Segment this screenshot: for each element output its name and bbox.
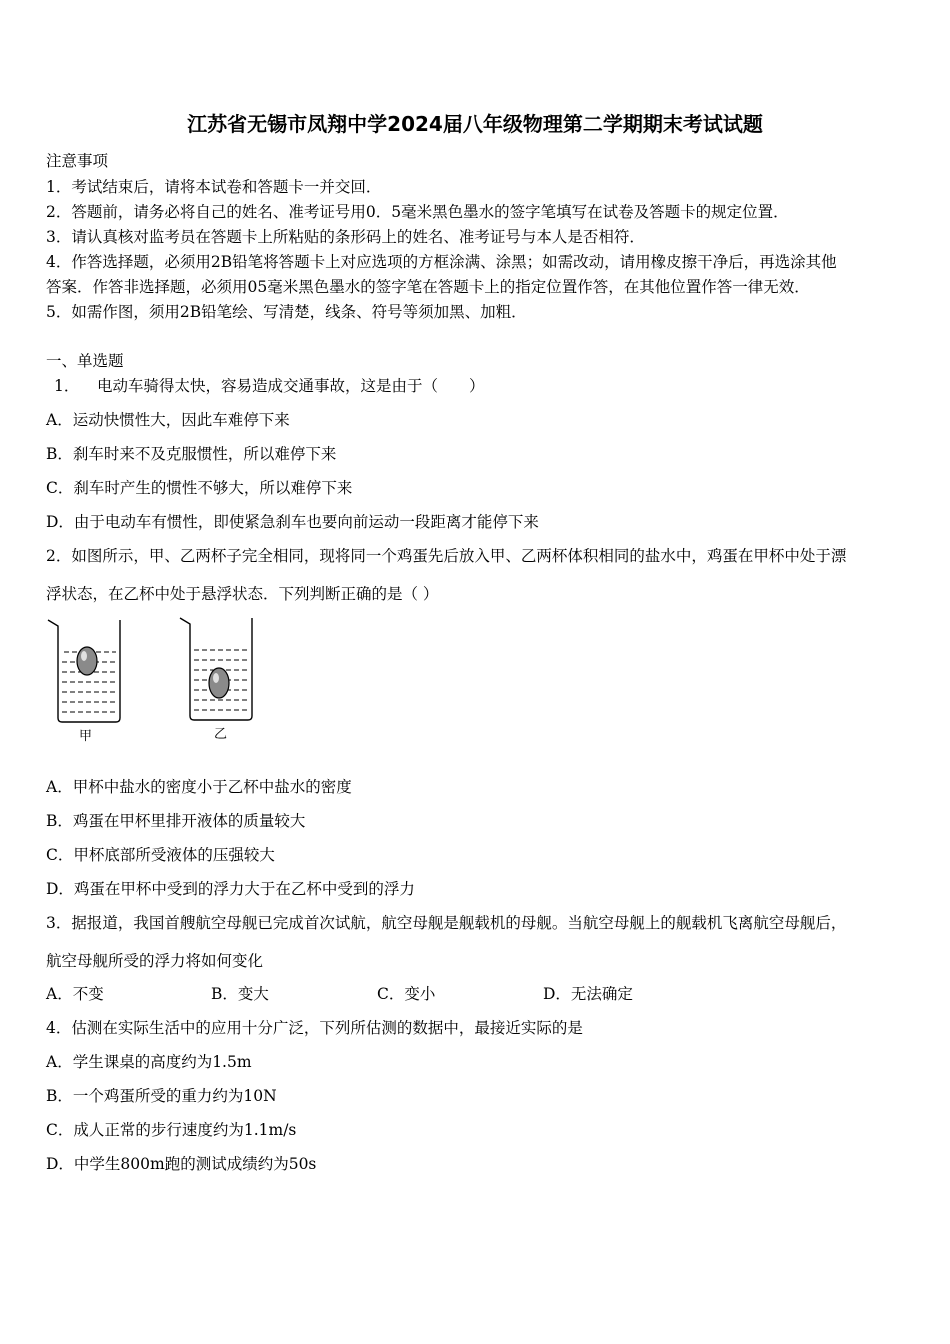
option-d: D．无法确定 — [543, 985, 633, 1003]
beaker-jia — [48, 620, 120, 722]
notice-heading: 注意事项 — [46, 152, 109, 170]
option-c: C．成人正常的步行速度约为1.1m/s — [46, 1121, 297, 1139]
egg-suspended — [209, 668, 229, 698]
option-d: D．鸡蛋在甲杯中受到的浮力大于在乙杯中受到的浮力 — [46, 880, 415, 898]
option-a: A．学生课桌的高度约为1.5m — [46, 1053, 252, 1071]
section-heading: 一、单选题 — [46, 352, 124, 370]
beakers-figure — [40, 612, 280, 752]
question-stem: 4．估测在实际生活中的应用十分广泛，下列所估测的数据中，最接近实际的是 — [46, 1019, 583, 1037]
question-stem: 电动车骑得太快，容易造成交通事故，这是由于（ ） — [97, 377, 485, 395]
page-title: 江苏省无锡市凤翔中学2024届八年级物理第二学期期末考试试题 — [187, 112, 763, 136]
option-d: D．中学生800m跑的测试成绩约为50s — [46, 1155, 317, 1173]
option-b: B．一个鸡蛋所受的重力约为10N — [46, 1087, 277, 1105]
option-d: D．由于电动车有惯性，即使紧急刹车也要向前运动一段距离才能停下来 — [46, 513, 539, 531]
option-a: A．运动快惯性大，因此车难停下来 — [46, 411, 290, 429]
question-stem-cont: 航空母舰所受的浮力将如何变化 — [46, 952, 264, 970]
option-c: C．刹车时产生的惯性不够大，所以难停下来 — [46, 479, 353, 497]
option-a: A．甲杯中盐水的密度小于乙杯中盐水的密度 — [46, 778, 352, 796]
notice-item: 4．作答选择题，必须用2B铅笔将答题卡上对应选项的方框涂满、涂黑；如需改动，请用橡皮擦干净后，再选涂其他 — [46, 253, 837, 271]
figure-label-jia: 甲 — [79, 729, 93, 744]
notice-item: 5．如需作图，须用2B铅笔绘、写清楚，线条、符号等须加黑、加粗． — [46, 303, 527, 321]
question-stem-cont: 浮状态，在乙杯中处于悬浮状态．下列判断正确的是（ ） — [46, 585, 439, 603]
option-c: C．变小 — [377, 985, 436, 1003]
option-b: B．鸡蛋在甲杯里排开液体的质量较大 — [46, 812, 306, 830]
egg-floating — [77, 647, 97, 675]
notice-item: 3．请认真核对监考员在答题卡上所粘贴的条形码上的姓名、准考证号与本人是否相符． — [46, 228, 645, 246]
option-a: A．不变 — [46, 985, 104, 1003]
notice-item: 1．考试结束后，请将本试卷和答题卡一并交回． — [46, 178, 382, 196]
option-b: B．变大 — [211, 985, 269, 1003]
question-stem: 3．据报道，我国首艘航空母舰已完成首次试航，航空母舰是舰载机的母舰。当航空母舰上的舰载机飞离航空母舰后， — [46, 914, 847, 932]
option-b: B．刹车时来不及克服惯性，所以难停下来 — [46, 445, 337, 463]
question-stem: 2．如图所示，甲、乙两杯子完全相同，现将同一个鸡蛋先后放入甲、乙两杯体积相同的盐水中，鸡蛋在甲杯中处于漂 — [46, 547, 847, 565]
notice-item: 2．答题前，请务必将自己的姓名、准考证号用0．5毫米黑色墨水的签字笔填写在试卷及答题卡的规定位置． — [46, 203, 789, 221]
figure-label-yi: 乙 — [214, 727, 228, 742]
question-number: 1． — [54, 377, 80, 395]
notice-item: 答案．作答非选择题，必须用05毫米黑色墨水的签字笔在答题卡上的指定位置作答，在其他位置作答一律无效． — [46, 278, 810, 296]
beaker-yi — [180, 618, 252, 720]
option-c: C．甲杯底部所受液体的压强较大 — [46, 846, 275, 864]
